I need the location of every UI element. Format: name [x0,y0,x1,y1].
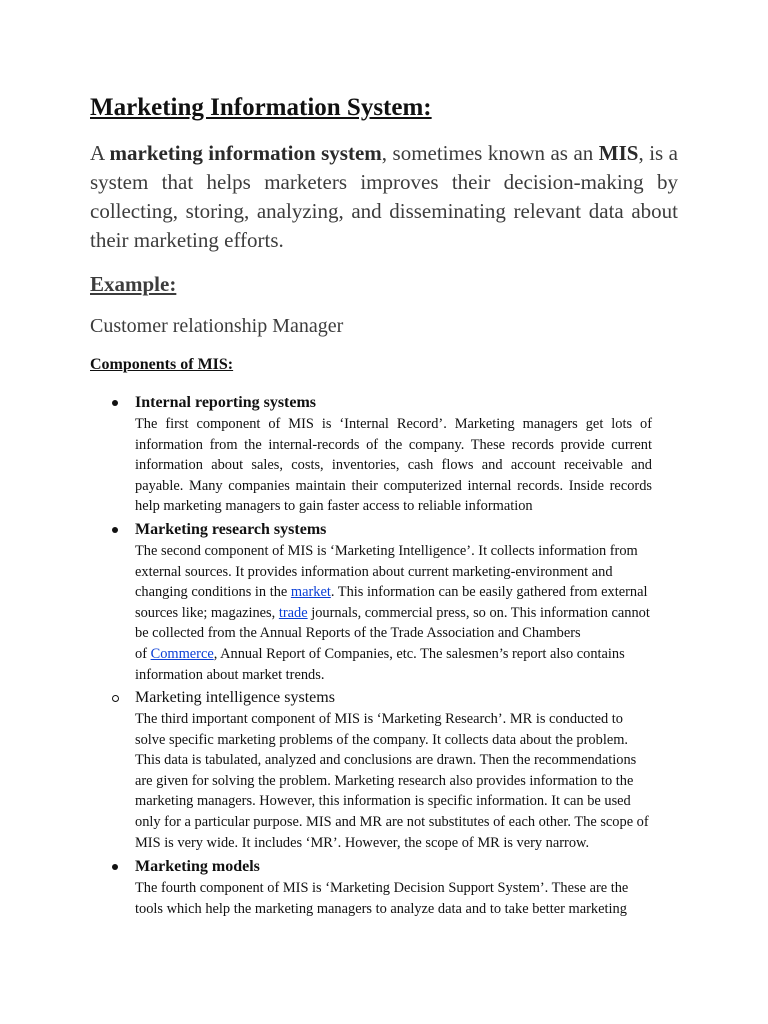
body-line: The fourth component of MIS is ‘Marketing Decision Support System’. These are the [135,880,629,896]
body-line: This data is tabulated, analyzed and conclusions are drawn. Then the recommendations [135,752,637,769]
body-line [135,644,652,665]
body-text: sources like; magazines, [135,604,279,621]
body-text: journals, commercial press, so on. This information cannot [307,604,650,621]
body-line: The third important component of MIS is ‘Marketing Research’. MR is conducted to [135,711,623,727]
body-line [135,582,652,603]
commerce-link[interactable]: Commerce [150,645,214,662]
body-line: solve specific marketing problems of the company. It collects data about the problem. [135,731,628,748]
body-line: be collected from the Annual Reports of the Trade Association and Chambers [135,625,581,642]
section-body [135,878,652,919]
example-heading: Example: [90,272,177,296]
intro-text: A [90,141,110,165]
intro-bold-term: marketing information system [109,141,382,165]
intro-text: , sometimes known as an [381,141,599,165]
example-text: Customer relationship Manager [90,315,344,337]
intro-bold-abbrev: MIS [598,141,639,165]
section-body [135,709,652,853]
page-title: Marketing Information System: [90,94,432,121]
section-title: Marketing models [135,858,260,875]
body-line: external sources. It provides information about current marketing-environment and [135,563,613,580]
section-body: The first component of MIS is ‘Internal Record’. Marketing managers get lots of information from the internal-records of the company. These records provide current information about sales, costs, inventories, cash flows and account receivable and payable. Many companies maintain their computerized internal records. Inside records help marketing managers to gain faster access to reliable information [135,416,652,515]
bullet-icon [112,864,118,870]
bullet-icon [112,400,118,406]
body-line [135,603,652,624]
trade-link[interactable]: trade [278,604,308,621]
intro-paragraph [90,139,678,255]
body-text: . This information can be easily gathered from external [330,584,648,601]
market-link[interactable]: market [290,584,331,601]
section-title: Marketing intelligence systems [135,689,335,706]
body-line: MIS is very wide. It includes ‘MR’. However, the scope of MR is very narrow. [135,834,590,851]
body-text: , Annual Report of Companies, etc. The salesmen’s report also contains [213,645,625,662]
components-heading: Components of MIS: [90,356,234,373]
body-line: are given for solving the problem. Marketing research also provides information to the [135,772,634,789]
body-line: marketing managers. However, this information is specific information. It can be used [135,793,631,810]
body-line: tools which help the marketing managers to analyze data and to take better marketing [135,900,627,917]
body-line: information about market trends. [135,666,325,683]
section-body [135,541,652,685]
section-title: Internal reporting systems [135,394,317,411]
body-text: of [135,645,151,662]
body-text: changing conditions in the [135,584,291,601]
intro-text: , is a system that helps marketers improves their decision-making by collecting, storing, analyzing, and disseminating relevant data about their marketing efforts. [90,141,678,252]
bullet-icon [112,695,119,702]
bullet-icon [112,527,118,533]
section-title: Marketing research systems [135,521,327,538]
body-line: only for a particular purpose. MIS and MR are not substitutes of each other. The scope of [135,813,649,830]
body-line: The second component of MIS is ‘Marketing Intelligence’. It collects information from [135,543,638,559]
